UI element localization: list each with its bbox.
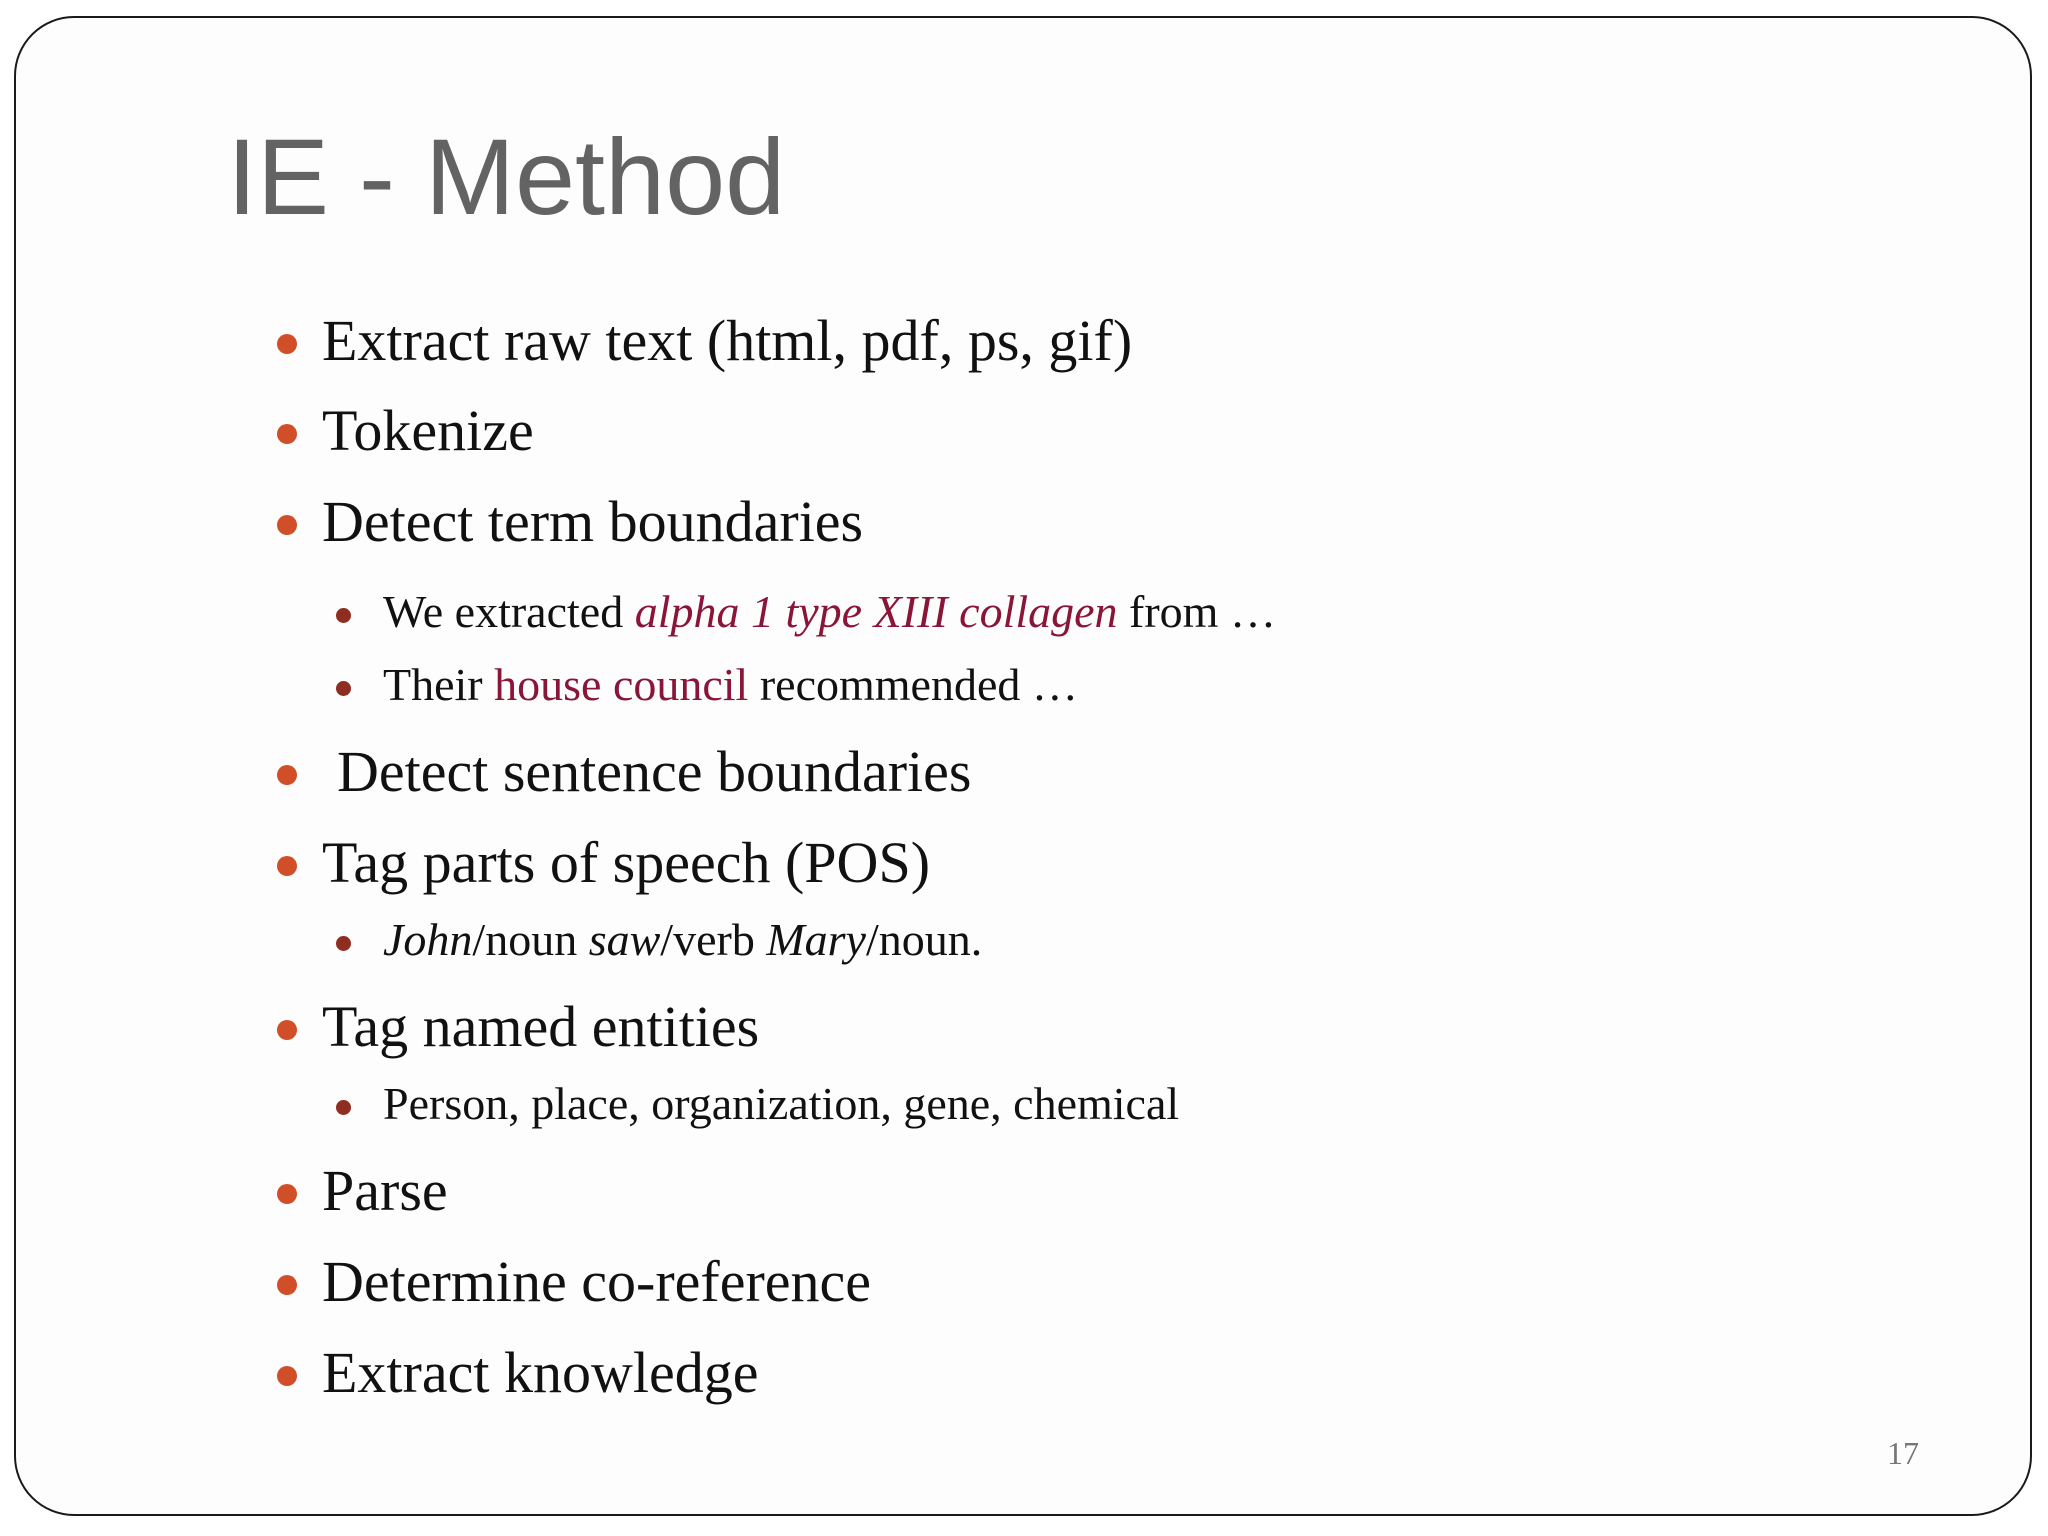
sub-bullet-icon xyxy=(336,1100,351,1115)
bullet-tokenize xyxy=(322,398,534,463)
bullet-text: Extract knowledge xyxy=(322,1340,759,1405)
sub-bullet-term-example-1 xyxy=(383,586,1276,637)
bullet-tag-named-entities xyxy=(322,994,760,1059)
bullet-extract-knowledge xyxy=(322,1340,759,1405)
bullet-icon xyxy=(277,1020,297,1040)
sub-bullet-pos-example xyxy=(383,914,983,965)
bullet-extract-raw-text xyxy=(322,308,1133,373)
slide xyxy=(14,16,2032,1516)
highlighted-term: alpha 1 type XIII collagen xyxy=(634,586,1118,637)
bullet-text: Extract raw text (html, pdf, ps, gif) xyxy=(322,308,1133,373)
bullet-text: Detect sentence boundaries xyxy=(337,739,972,804)
bullet-text: Detect term boundaries xyxy=(322,489,864,554)
text-before: We extracted xyxy=(383,586,635,637)
bullet-coreference xyxy=(322,1249,871,1314)
bullet-tag-pos xyxy=(322,830,931,895)
bullet-text: Tag named entities xyxy=(322,994,760,1059)
highlighted-term: house council xyxy=(494,659,749,710)
sub-bullet-icon xyxy=(336,608,351,623)
pos-tag: /noun xyxy=(472,914,589,965)
sub-bullet-entity-types xyxy=(383,1078,1180,1129)
bullet-icon xyxy=(277,334,297,354)
bullet-text: Person, place, organization, gene, chemical xyxy=(383,1078,1180,1129)
text-after: recommended … xyxy=(748,659,1078,710)
pos-tag: /noun. xyxy=(865,914,983,965)
bullet-text: Determine co-reference xyxy=(322,1249,871,1314)
bullet-text: Tokenize xyxy=(322,398,534,463)
text-before: Their xyxy=(383,659,495,710)
page-number: 17 xyxy=(1887,1435,1919,1471)
pos-word: saw xyxy=(588,914,661,965)
bullet-icon xyxy=(277,1366,297,1386)
bullet-parse xyxy=(322,1158,448,1223)
bullet-text: Tag parts of speech (POS) xyxy=(322,830,931,895)
bullet-icon xyxy=(277,1184,297,1204)
pos-word: Mary xyxy=(766,914,866,965)
sub-bullet-term-example-2 xyxy=(383,659,1078,710)
bullet-icon xyxy=(277,765,297,785)
pos-tag: /verb xyxy=(660,914,767,965)
sub-bullet-icon xyxy=(336,681,351,696)
text-after: from … xyxy=(1117,586,1276,637)
bullet-text: Parse xyxy=(322,1158,448,1223)
bullet-icon xyxy=(277,515,297,535)
bullet-icon xyxy=(277,1275,297,1295)
bullet-detect-sentence-boundaries xyxy=(337,739,972,804)
sub-bullet-icon xyxy=(336,936,351,951)
slide-title: IE - Method xyxy=(227,116,786,237)
bullet-icon xyxy=(277,424,297,444)
bullet-icon xyxy=(277,856,297,876)
bullet-detect-term-boundaries xyxy=(322,489,864,554)
pos-word: John xyxy=(383,914,473,965)
